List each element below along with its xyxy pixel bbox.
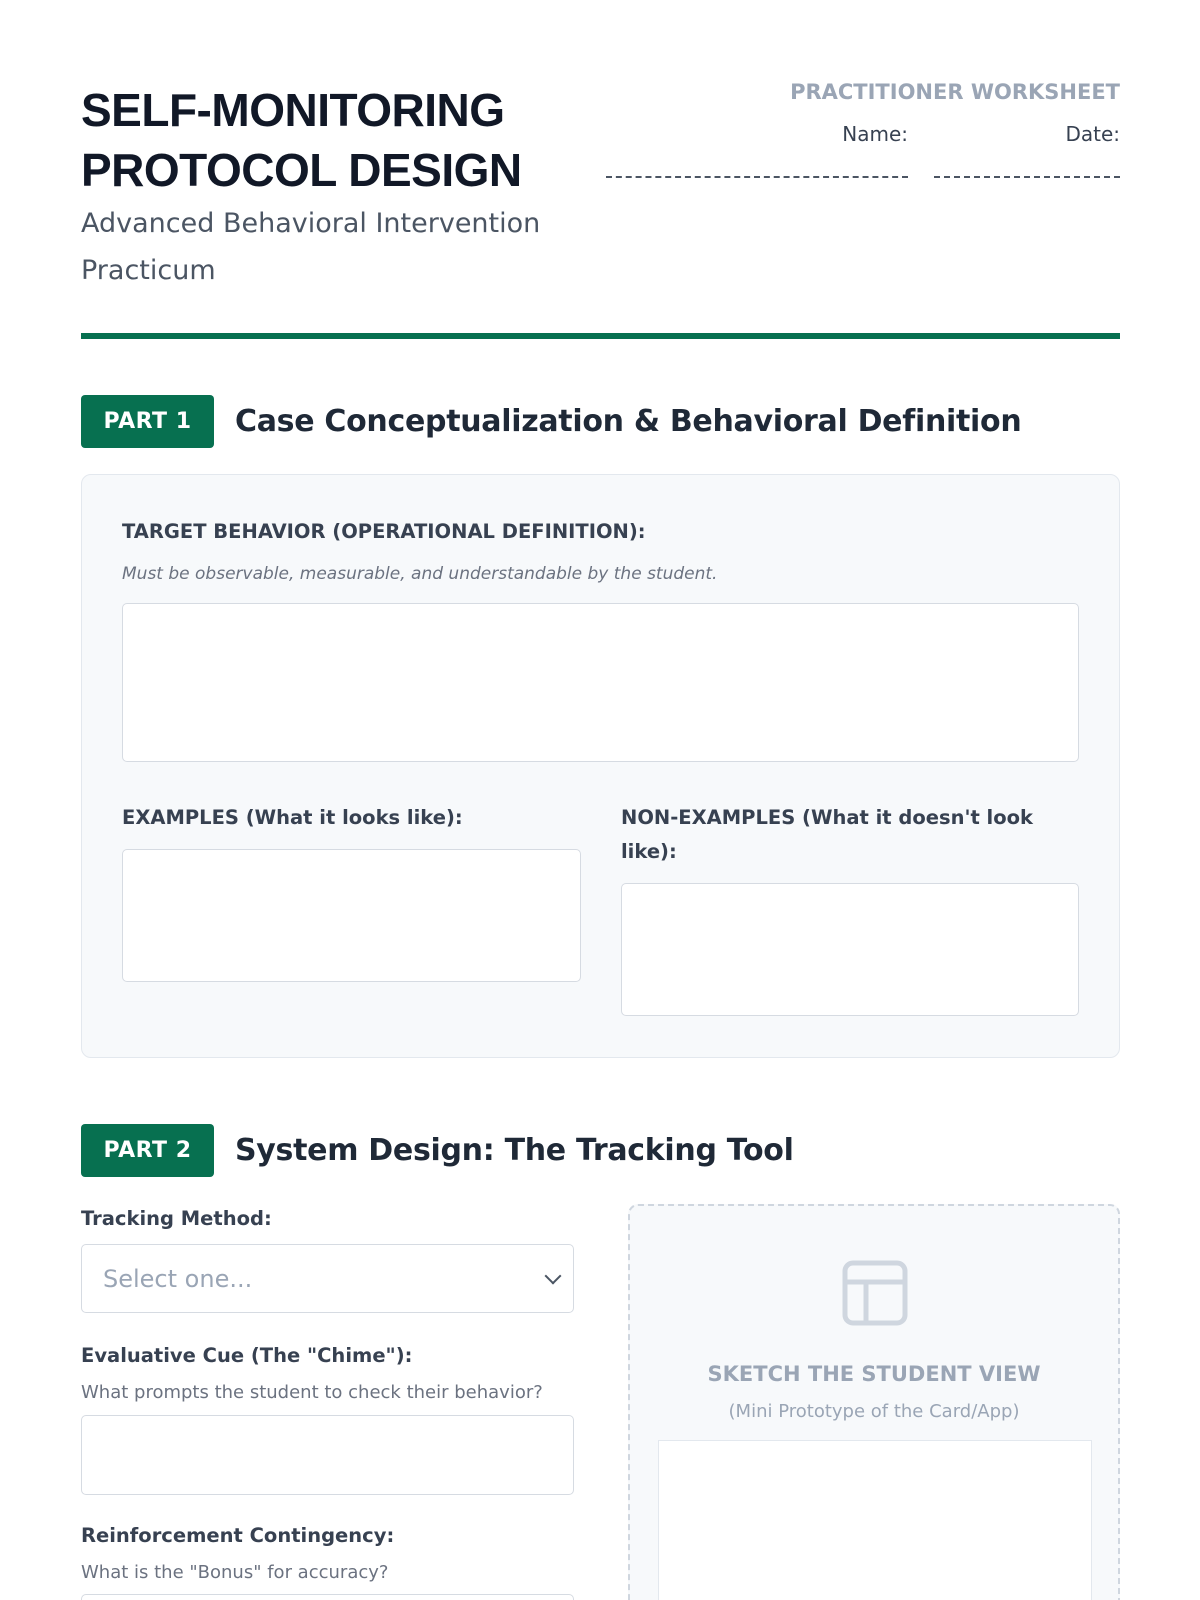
examples-label: EXAMPLES (What it looks like): (122, 806, 463, 829)
part-2-title: System Design: The Tracking Tool (235, 1133, 794, 1168)
non-examples-input[interactable] (621, 883, 1079, 1016)
part-2-heading (81, 1124, 794, 1177)
part-1-heading (81, 395, 1021, 448)
tracking-method-label: Tracking Method: (81, 1207, 272, 1230)
non-examples-label (621, 801, 1081, 869)
evaluative-cue-hint: What prompts the student to check their behavior? (81, 1382, 543, 1403)
sketch-area (628, 1204, 1120, 1600)
name-label: Name: (842, 122, 908, 146)
sketch-title: SKETCH THE STUDENT VIEW (707, 1362, 1041, 1386)
tracking-method-select[interactable] (81, 1244, 574, 1313)
layout-icon (842, 1260, 908, 1326)
target-behavior-label: TARGET BEHAVIOR (OPERATIONAL DEFINITION): (122, 520, 646, 543)
examples-input[interactable] (122, 849, 581, 982)
sketch-canvas[interactable] (658, 1440, 1092, 1600)
non-examples-label-line-2: like): (621, 840, 677, 863)
reinforcement-input[interactable] (81, 1594, 574, 1600)
target-behavior-hint: Must be observable, measurable, and understandable by the student. (122, 564, 718, 584)
date-label: Date: (1065, 122, 1120, 146)
page-subtitle (81, 200, 601, 294)
reinforcement-hint: What is the "Bonus" for accuracy? (81, 1562, 389, 1583)
page-title (81, 80, 601, 200)
name-field[interactable] (606, 176, 908, 178)
tracking-method-value: Select one... (103, 1264, 253, 1293)
part-1-card (81, 474, 1120, 1058)
header-divider (81, 333, 1120, 339)
chevron-down-icon (545, 1267, 562, 1284)
sketch-subtitle: (Mini Prototype of the Card/App) (728, 1401, 1020, 1422)
part-1-badge: PART 1 (81, 395, 214, 448)
target-behavior-input[interactable] (122, 603, 1079, 762)
part-2-badge: PART 2 (81, 1124, 214, 1177)
reinforcement-label: Reinforcement Contingency: (81, 1524, 395, 1547)
worksheet-page (81, 0, 1120, 1600)
subtitle-line-1: Advanced Behavioral Intervention (81, 208, 541, 239)
worksheet-header (81, 80, 1120, 290)
date-field[interactable] (934, 176, 1120, 178)
evaluative-cue-label: Evaluative Cue (The "Chime"): (81, 1344, 413, 1367)
title-line-1: SELF-MONITORING (81, 84, 505, 136)
non-examples-label-line-1: NON-EXAMPLES (What it doesn't look (621, 806, 1033, 829)
subtitle-line-2: Practicum (81, 255, 216, 286)
title-line-2: PROTOCOL DESIGN (81, 144, 522, 196)
worksheet-label: PRACTITIONER WORKSHEET (790, 80, 1120, 104)
evaluative-cue-input[interactable] (81, 1415, 574, 1495)
part-1-title: Case Conceptualization & Behavioral Definition (235, 404, 1022, 439)
